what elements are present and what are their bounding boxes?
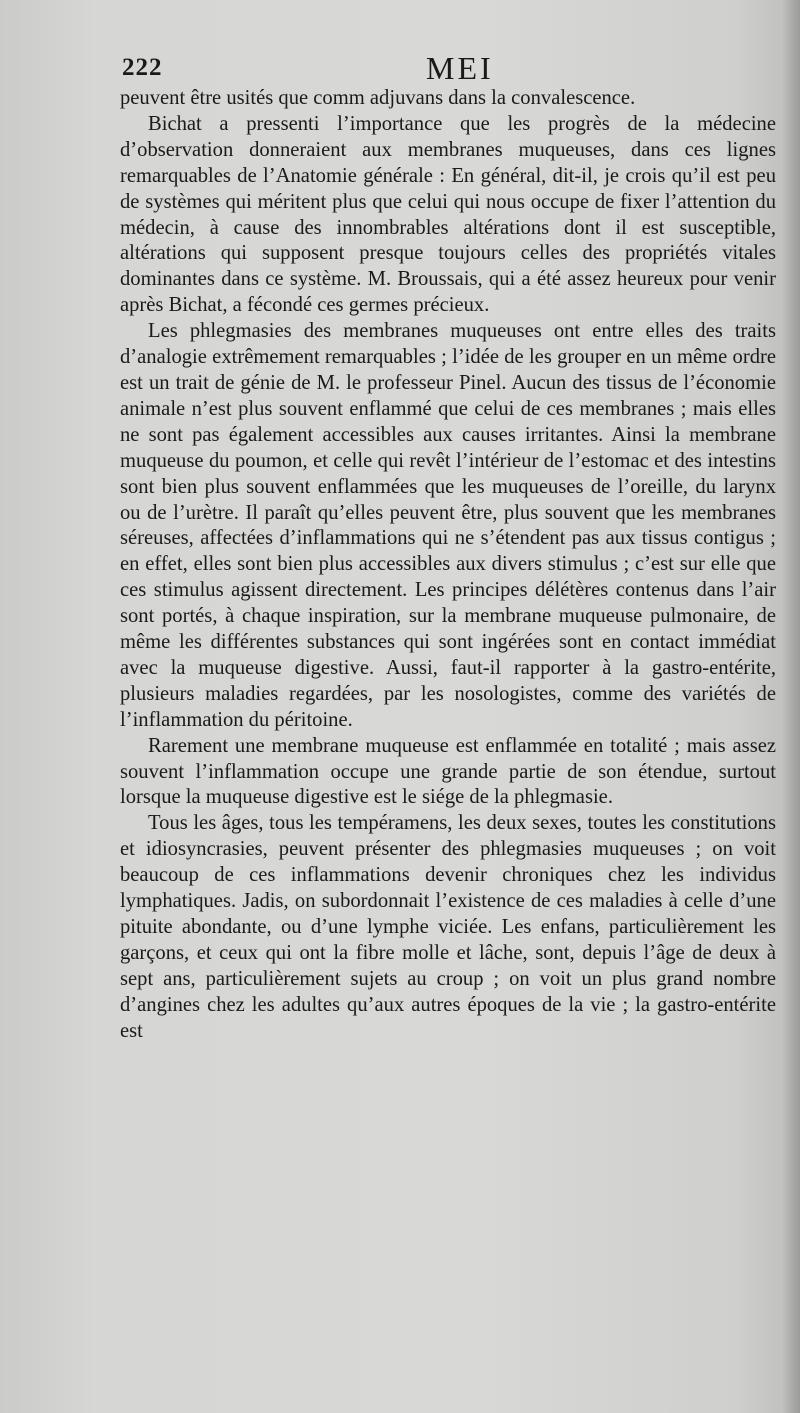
paragraph-rarement: Rarement une membrane muqueuse est enflammée en totalité ; mais assez souvent l’inflammation occupe une grande partie de son étendue, surtout lorsque la muqueuse digestive est le siége de la phlegmasie. bbox=[120, 734, 776, 809]
page-header bbox=[122, 50, 770, 90]
paragraph-phlegmasies: Les phlegmasies des membranes muqueuses ont entre elles des traits d’analogie extrêmement remarquables ; l’idée de les grouper en un même ordre est un trait de génie de M. le professeur Pinel. Aucun des tissus de l’économie animale n’est plus souvent enflammé que celui de ces membranes ; mais elles ne sont pas également accessibles aux causes irritantes. Ainsi la membrane muqueuse du poumon, et celle qui revêt l’intérieur de l’estomac et des intestins sont bien plus souvent enflammées que les muqueuses de l’oreille, du larynx ou de l’urètre. Il paraît qu’elles peuvent être, plus souvent que les membranes séreuses, affectées d’inflammations qui ne s’étendent pas aux tissus contigus ; en effet, elles sont bien plus accessibles aux divers stimulus ; c’est sur elle que ces stimulus agissent directement. Les principes délétères contenus dans l’air sont portés, à chaque inspiration, sur la membrane muqueuse pulmonaire, de même les différentes substances qui sont ingérées sont en contact immédiat avec la muqueuse digestive. Aussi, faut-il rapporter à la gastro-entérite, plusieurs maladies regardées, par les nosologistes, comme des variétés de l’inflammation du péritoine. bbox=[120, 320, 776, 731]
page-edge-shadow bbox=[782, 0, 800, 1413]
paragraph-tous-les-ages: Tous les âges, tous les tempéramens, les deux sexes, toutes les constitutions et idiosyncrasies, peuvent présenter des phlegmasies muqueuses ; on voit beaucoup de ces inflammations devenir chroniques chez les individus lymphatiques. Jadis, on subordonnait l’existence de ces maladies à celle d’une pituite abondante, ou d’une lymphe viciée. Les enfans, particulièrement les garçons, et ceux qui ont la fibre molle et lâche, sont, depuis l’âge de deux à sept ans, particulièrement sujets au croup ; on voit un plus grand nombre d’angines chez les adultes qu’aux autres époques de la vie ; la gastro-entérite est bbox=[120, 812, 776, 1042]
body-text bbox=[120, 86, 776, 1045]
page-number: 222 bbox=[122, 54, 163, 81]
paragraph-bichat: Bichat a pressenti l’importance que les progrès de la médecine d’observation donneraient aux membranes muqueuses, dans ces lignes remarquables de l’Anatomie générale : En général, dit-il, je crois qu’il est peu de systèmes qui méritent plus que celui qui nous occupe de fixer l’attention du médecin, à cause des innombrables altérations dont il est susceptible, altérations qui supposent presque toujours celles des propriétés vitales dominantes dans ce système. M. Broussais, qui a été assez heureux pour venir après Bichat, a fécondé ces germes précieux. bbox=[120, 112, 776, 317]
running-head: MEI bbox=[426, 50, 494, 86]
paragraph-continuation: peuvent être usités que comm adjuvans dans la convalescence. bbox=[120, 87, 636, 109]
